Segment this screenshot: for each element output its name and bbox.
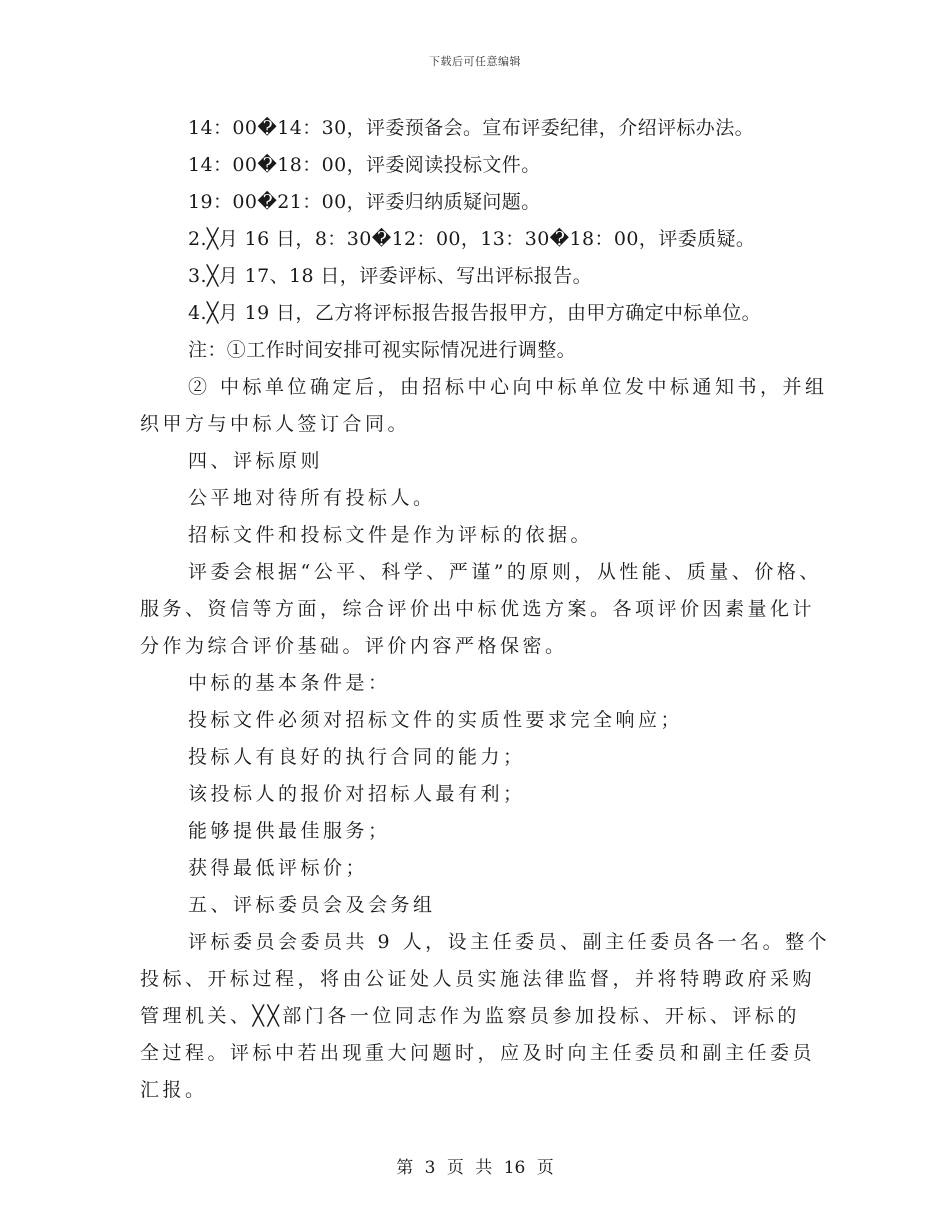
paragraph-line: 全过程。评标中若出现重大问题时，应及时向主任委员和副主任委员 (140, 1042, 816, 1064)
paragraph-line: 中标的基本条件是： (188, 672, 391, 694)
list-item: 能够提供最佳服务； (188, 820, 391, 842)
paragraph-line: 2.╳月 16 日，8：30�12：00，13：30�18：00，评委质疑。 (188, 228, 756, 250)
section-heading: 四、评标原则 (188, 450, 324, 472)
document-body (140, 110, 831, 1109)
paragraph-line: ② 中标单位确定后，由招标中心向中标单位发中标通知书，并组 (188, 376, 828, 398)
paragraph-line: 投标、开标过程，将由公证处人员实施法律监督，并将特聘政府采购 (140, 968, 816, 990)
paragraph-line: 3.╳月 17、18 日，评委评标、写出评标报告。 (188, 265, 593, 287)
paragraph-line: 19：00�21：00，评委归纳质疑问题。 (188, 191, 541, 213)
list-item: 投标文件必须对招标文件的实质性要求完全响应； (188, 709, 684, 731)
paragraph-line: 管理机关、╳╳部门各一位同志作为监察员参加投标、开标、评标的 (140, 1005, 800, 1027)
paragraph-line: 织甲方与中标人签订合同。 (140, 413, 411, 435)
paragraph-line: 14：00�18：00，评委阅读投标文件。 (188, 154, 541, 176)
paragraph-line: 招标文件和投标文件是作为评标的依据。 (188, 524, 594, 546)
header-note: 下载后可任意编辑 (429, 55, 521, 68)
paragraph-line: 汇报。 (140, 1079, 208, 1101)
paragraph-line: 评委会根据“公平、科学、严谨”的原则，从性能、质量、价格、 (188, 561, 822, 583)
paragraph-line: 评标委员会委员共 9 人，设主任委员、副主任委员各一名。整个 (188, 931, 831, 953)
section-heading: 五、评标委员会及会务组 (188, 894, 436, 916)
list-item: 投标人有良好的执行合同的能力； (188, 746, 526, 768)
paragraph-line: 注：①工作时间安排可视实际情况进行调整。 (188, 339, 577, 361)
paragraph-line: 4.╳月 19 日，乙方将评标报告报告报甲方，由甲方确定中标单位。 (188, 302, 762, 324)
paragraph-line: 服务、资信等方面，综合评价出中标优选方案。各项评价因素量化计 (140, 598, 816, 620)
paragraph-line: 公平地对待所有投标人。 (188, 487, 436, 509)
paragraph-line: 14：00�14：30，评委预备会。宣布评委纪律，介绍评标办法。 (188, 117, 754, 139)
list-item: 获得最低评标价； (188, 857, 369, 879)
list-item: 该投标人的报价对招标人最有利； (188, 783, 526, 805)
page-number-footer: 第 3 页 共 16 页 (396, 1158, 554, 1178)
paragraph-line: 分作为综合评价基础。评价内容严格保密。 (140, 635, 568, 657)
